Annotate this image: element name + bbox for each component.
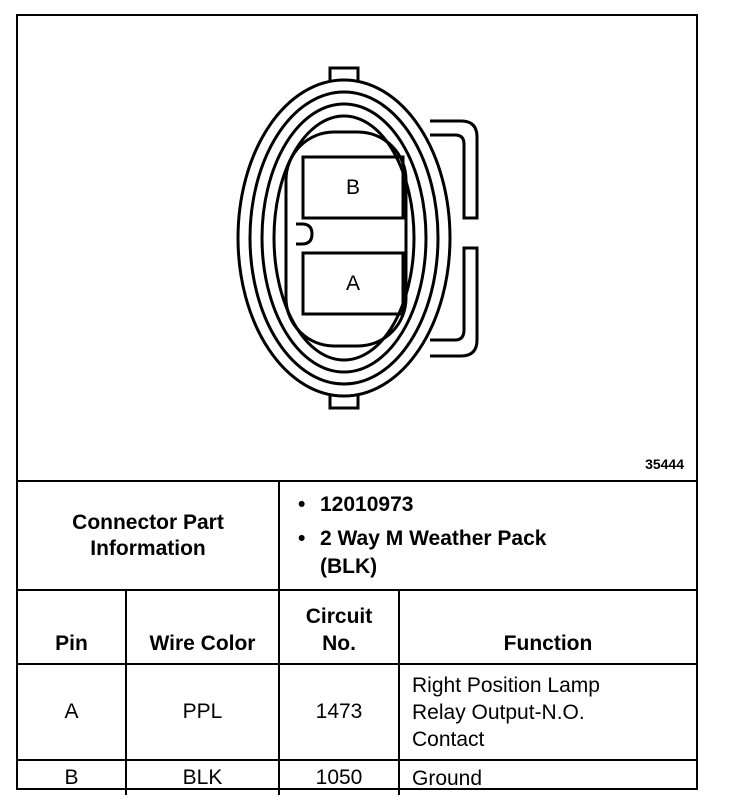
cell-function: Ground (399, 760, 696, 795)
figure-number: 35444 (645, 456, 684, 472)
cell-wire-color: PPL (126, 664, 279, 760)
connector-info-table (18, 480, 696, 795)
outer-housing (238, 80, 450, 396)
cell-pin: A (18, 664, 126, 760)
pin-b-label: B (345, 176, 361, 199)
header-circuit-no: Circuit No. (279, 590, 399, 664)
part-info-row (18, 481, 696, 590)
bullet-icon: • (298, 492, 306, 516)
header-function: Function (399, 590, 696, 664)
header-wire-color: Wire Color (126, 590, 279, 664)
pin-a-label: A (345, 272, 361, 295)
table-header-row (18, 590, 696, 664)
cell-wire-color: BLK (126, 760, 279, 795)
part-info-item: • 2 Way M Weather Pack (BLK) (298, 526, 547, 578)
table-row (18, 760, 696, 795)
connector-face-diagram (18, 16, 696, 480)
part-info-list (279, 481, 696, 590)
part-info-label: Connector Part Information (18, 481, 279, 590)
cell-circuit: 1050 (279, 760, 399, 795)
cell-function: Right Position Lamp Relay Output-N.O. Contact (399, 664, 696, 760)
connector-drawing (18, 16, 696, 480)
table-row (18, 664, 696, 760)
header-pin: Pin (18, 590, 126, 664)
cell-pin: B (18, 760, 126, 795)
bullet-icon: • (298, 526, 306, 550)
connector-frame (16, 14, 698, 790)
part-info-item: • 12010973 (320, 491, 696, 519)
cell-circuit: 1473 (279, 664, 399, 760)
